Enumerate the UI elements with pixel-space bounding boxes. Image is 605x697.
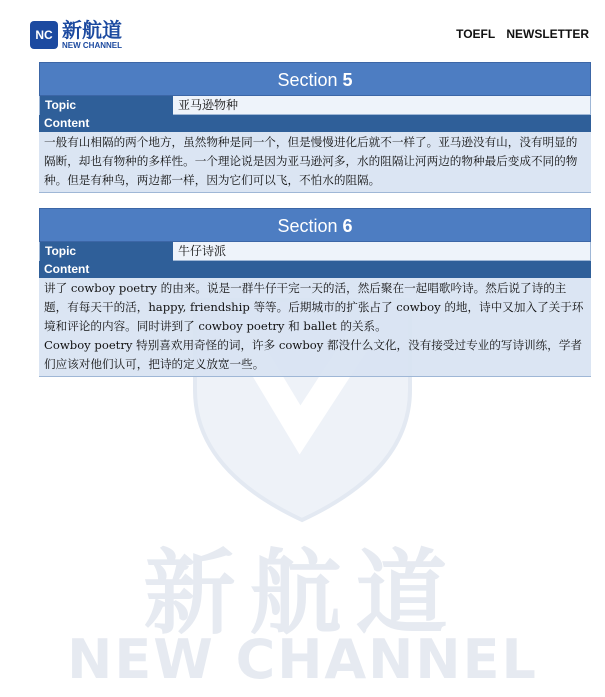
content-paragraph: Cowboy poetry 特别喜欢用奇怪的词，许多 cowboy 都没什么文化，没有接受过专业的写诗训练，学者们应该对他们认可，把诗的定义放宽一些。 (44, 338, 583, 371)
logo-badge-icon (30, 21, 58, 49)
topic-row (39, 96, 591, 115)
section-title-prefix: Section (277, 70, 338, 90)
logo-text (62, 20, 122, 50)
topic-label: Topic (40, 242, 173, 261)
content-body (39, 278, 591, 377)
content-paragraph: 一般有山相隔的两个地方，虽然物种是同一个，但是慢慢进化后就不一样了。亚马逊没有山，没有明显的隔断，却也有物种的多样性。一个理论说是因为亚马逊河多，水的阻隔让河两边的物种最后变成不同的物种。但是有种鸟，两边都一样，因为它们可以飞，不怕水的阻隔。 (44, 135, 578, 187)
content-label: Content (39, 261, 591, 278)
section-title (39, 208, 591, 242)
section-title (39, 62, 591, 96)
section-number: 6 (342, 216, 353, 236)
content-paragraph: 讲了 cowboy poetry 的由来。说是一群牛仔干完一天的活，然后聚在一起唱歌吟诗。然后说了诗的主题，有每天干的活，happy, friendship 等等。后期城市的扩张占了 cowboy 的地，诗中又加入了关于环境和评论的内容。同时讲到了 cowboy poetry 和 ballet 的关系。 (44, 281, 584, 333)
topic-value: 亚马逊物种 (173, 96, 590, 115)
logo-cn-text: 新航道 (62, 18, 122, 42)
section-6 (39, 208, 591, 377)
watermark-en-text: NEW CHANNEL (67, 628, 538, 691)
page-header (0, 0, 605, 58)
content-label: Content (39, 115, 591, 132)
section-title-prefix: Section (277, 216, 338, 236)
logo-en-text: NEW CHANNEL (62, 41, 122, 50)
topic-row (39, 242, 591, 261)
topic-label: Topic (40, 96, 173, 115)
content-body (39, 132, 591, 193)
brand-logo[interactable] (30, 20, 122, 50)
watermark-cn-text: 新航道 (143, 540, 462, 647)
newsletter-label: TOEFL NEWSLETTER (456, 27, 589, 41)
section-5 (39, 62, 591, 193)
section-number: 5 (342, 70, 353, 90)
logo-mark: NC (35, 28, 53, 42)
topic-value: 牛仔诗派 (173, 242, 590, 261)
